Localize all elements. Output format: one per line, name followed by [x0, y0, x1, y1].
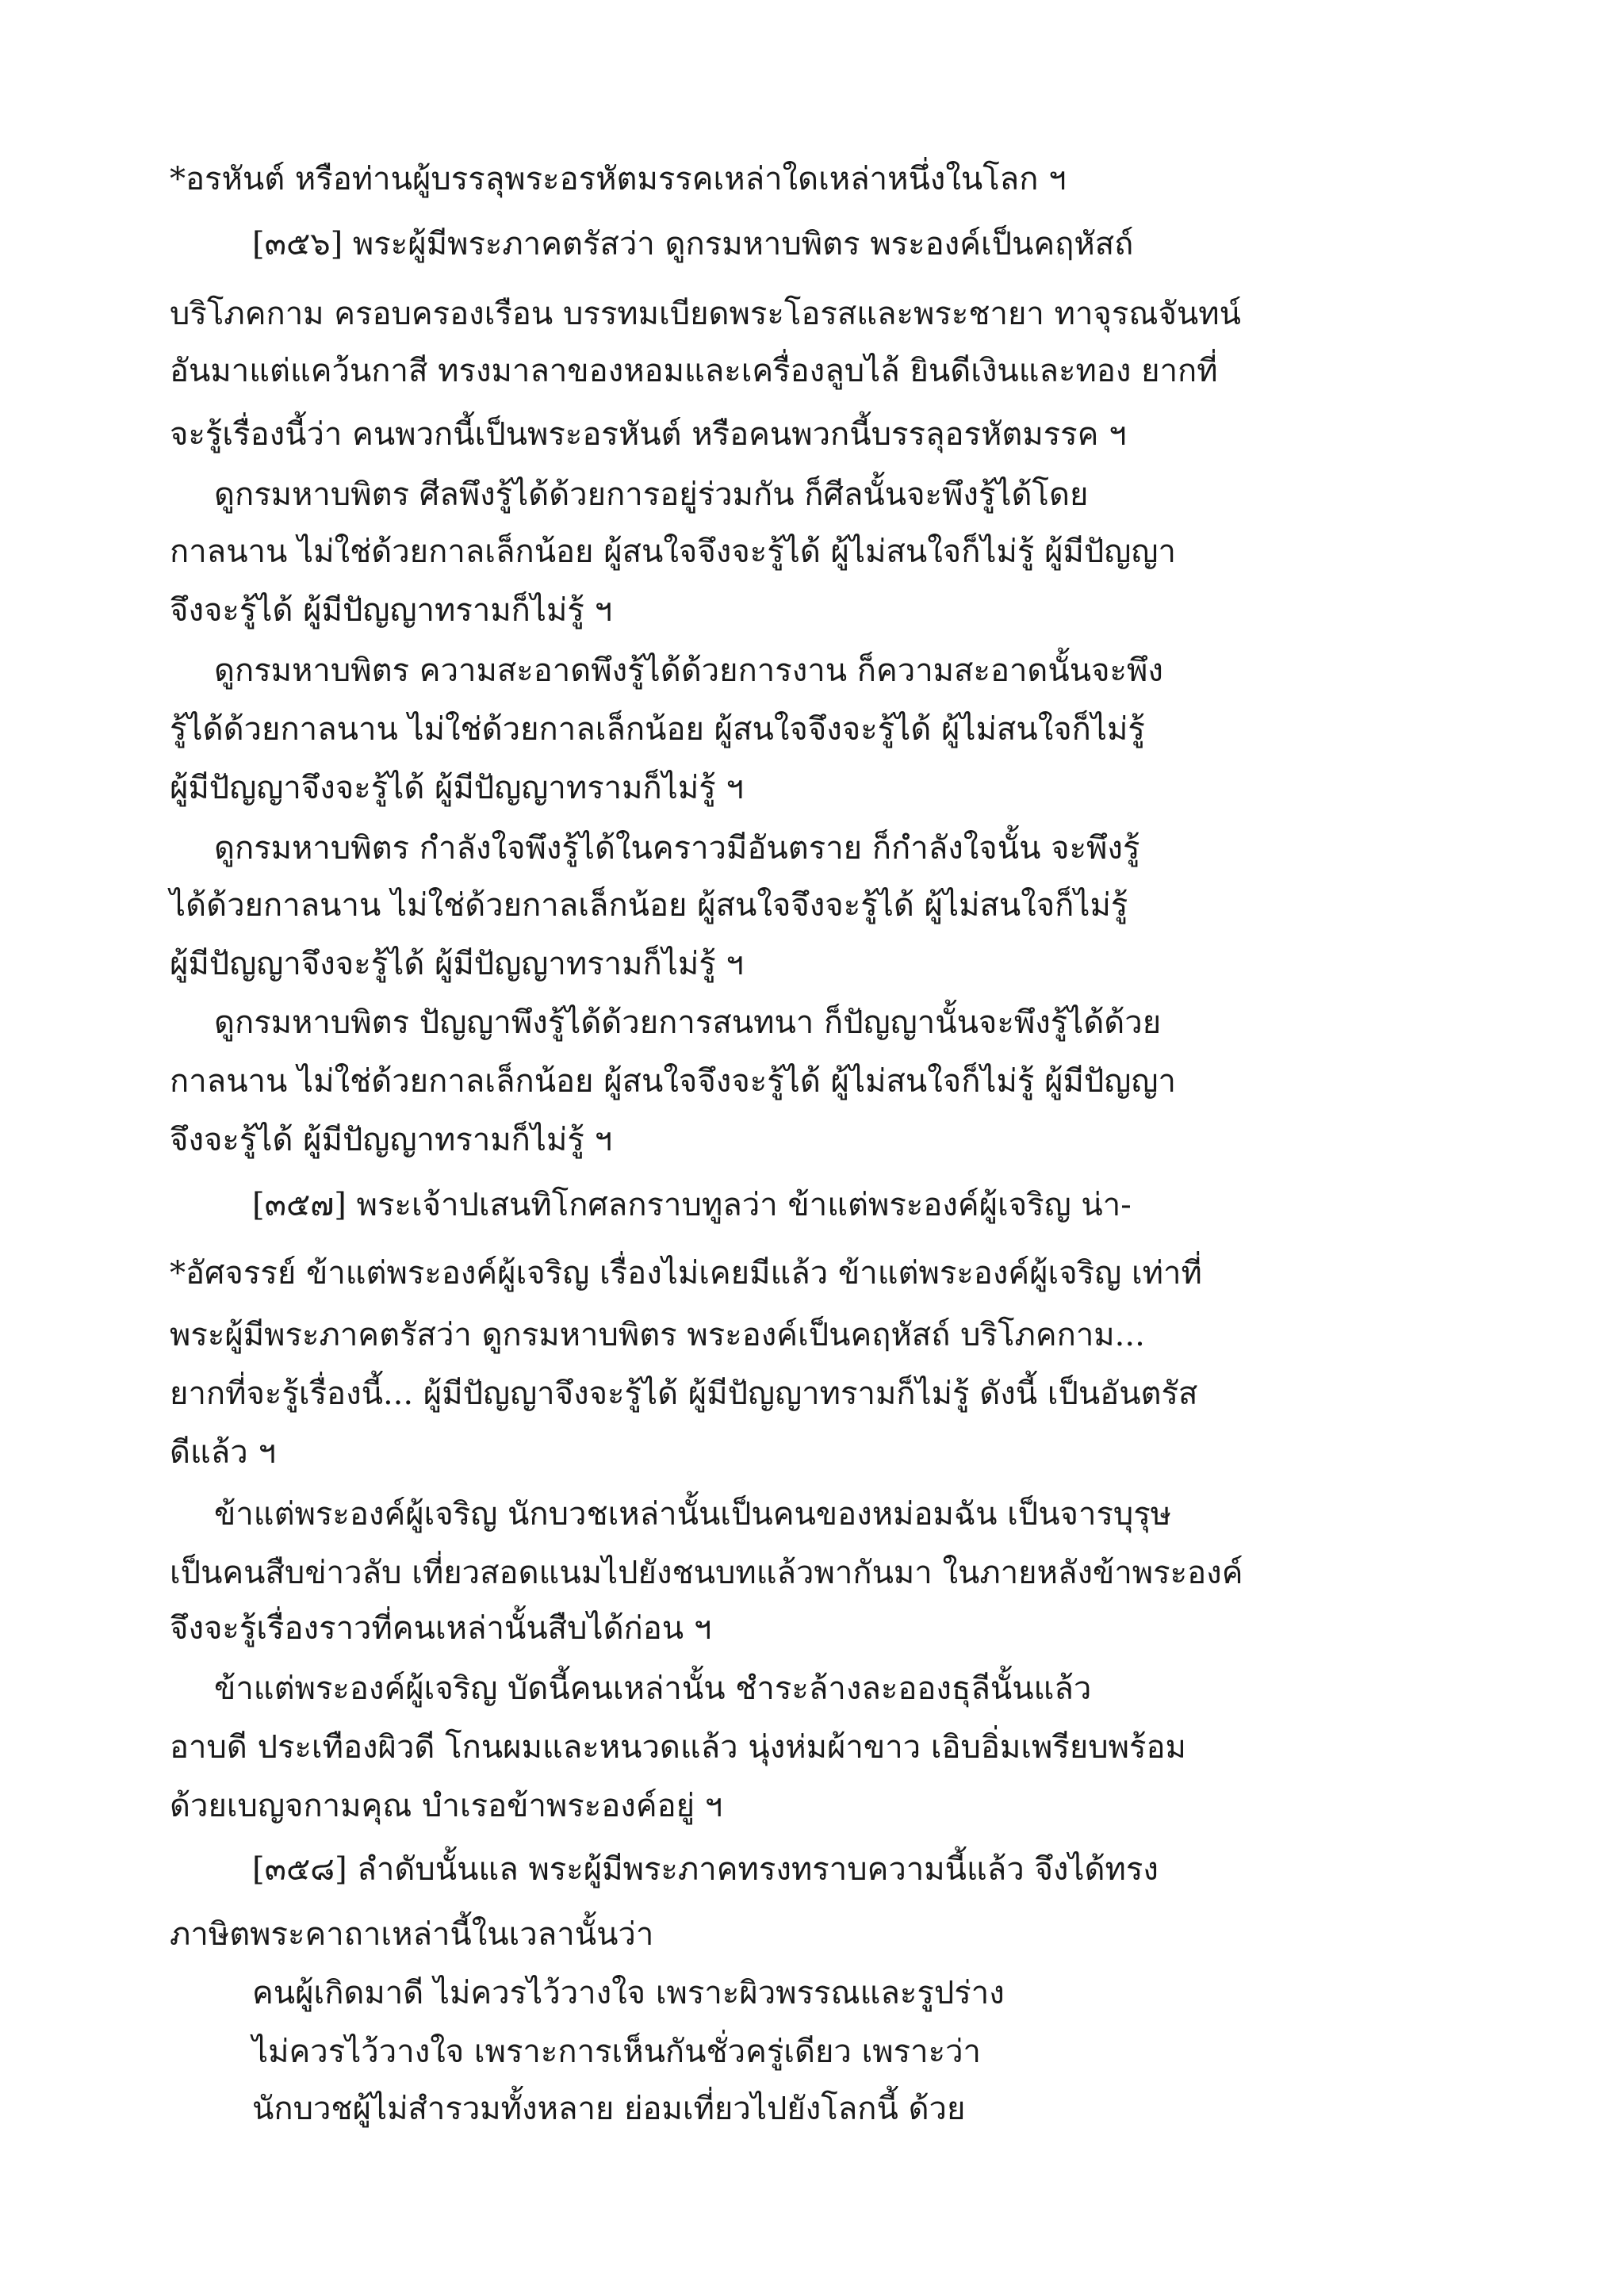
text-line: ดูกรมหาบพิตร กำลังใจพึงรู้ได้ในคราวมีอันตราย ก็กำลังใจนั้น จะพึงรู้ [214, 830, 1140, 867]
text-line: คนผู้เกิดมาดี ไม่ควรไว้วางใจ เพราะผิวพรรณและรูปร่าง [252, 1975, 1005, 2011]
text-line: อาบดี ประเทืองผิวดี โกนผมและหนวดแล้ว นุ่งห่มผ้าขาว เอิบอิ่มเพรียบพร้อม [170, 1729, 1186, 1766]
text-line: [๓๕๗] พระเจ้าปเสนทิโกศลกราบทูลว่า ข้าแต่พระองค์ผู้เจริญ น่า- [252, 1187, 1132, 1223]
text-line: [๓๕๖] พระผู้มีพระภาคตรัสว่า ดูกรมหาบพิตร พระองค์เป็นคฤหัสถ์ [252, 226, 1134, 262]
text-line: ข้าแต่พระองค์ผู้เจริญ บัดนี้คนเหล่านั้น ชำระล้างละอองธุลีนั้นแล้ว [214, 1670, 1092, 1707]
text-line: จึงจะรู้ได้ ผู้มีปัญญาทรามก็ไม่รู้ ฯ [170, 1122, 613, 1158]
text-line: จะรู้เรื่องนี้ว่า คนพวกนี้เป็นพระอรหันต์ หรือคนพวกนี้บรรลุอรหัตมรรค ฯ [170, 416, 1127, 453]
text-line: [๓๕๘] ลำดับนั้นแล พระผู้มีพระภาคทรงทราบความนี้แล้ว จึงได้ทรง [252, 1851, 1159, 1888]
text-line: นักบวชผู้ไม่สำรวมทั้งหลาย ย่อมเที่ยวไปยังโลกนี้ ด้วย [252, 2091, 966, 2127]
text-line: ข้าแต่พระองค์ผู้เจริญ นักบวชเหล่านั้นเป็นคนของหม่อมฉัน เป็นจารบุรุษ [214, 1496, 1172, 1533]
text-line: ยากที่จะรู้เรื่องนี้... ผู้มีปัญญาจึงจะรู้ได้ ผู้มีปัญญาทรามก็ไม่รู้ ดังนี้ เป็นอันตรัส [170, 1376, 1198, 1412]
text-line: ไม่ควรไว้วางใจ เพราะการเห็นกันชั่วครู่เดียว เพราะว่า [252, 2034, 981, 2070]
text-line: ผู้มีปัญญาจึงจะรู้ได้ ผู้มีปัญญาทรามก็ไม่รู้ ฯ [170, 770, 744, 806]
text-line: ภาษิตพระคาถาเหล่านี้ในเวลานั้นว่า [170, 1916, 654, 1953]
text-line: กาลนาน ไม่ใช่ด้วยกาลเล็กน้อย ผู้สนใจจึงจะรู้ได้ ผู้ไม่สนใจก็ไม่รู้ ผู้มีปัญญา [170, 1063, 1176, 1100]
text-line: ดีแล้ว ฯ [170, 1434, 276, 1471]
text-line: บริโภคกาม ครอบครองเรือน บรรทมเบียดพระโอรสและพระชายา ทาจุรณจันทน์ [170, 296, 1241, 332]
text-line: ผู้มีปัญญาจึงจะรู้ได้ ผู้มีปัญญาทรามก็ไม่รู้ ฯ [170, 946, 744, 982]
text-line: กาลนาน ไม่ใช่ด้วยกาลเล็กน้อย ผู้สนใจจึงจะรู้ได้ ผู้ไม่สนใจก็ไม่รู้ ผู้มีปัญญา [170, 534, 1176, 570]
text-line: ดูกรมหาบพิตร ความสะอาดพึงรู้ได้ด้วยการงาน ก็ความสะอาดนั้นจะพึง [214, 652, 1163, 689]
text-line: จึงจะรู้ได้ ผู้มีปัญญาทรามก็ไม่รู้ ฯ [170, 592, 613, 629]
text-line: จึงจะรู้เรื่องราวที่คนเหล่านั้นสืบได้ก่อน ฯ [170, 1610, 712, 1647]
text-line: ดูกรมหาบพิตร ปัญญาพึงรู้ได้ด้วยการสนทนา ก็ปัญญานั้นจะพึงรู้ได้ด้วย [214, 1004, 1162, 1041]
text-line: รู้ได้ด้วยกาลนาน ไม่ใช่ด้วยกาลเล็กน้อย ผู้สนใจจึงจะรู้ได้ ผู้ไม่สนใจก็ไม่รู้ [170, 711, 1145, 748]
text-line: พระผู้มีพระภาคตรัสว่า ดูกรมหาบพิตร พระองค์เป็นคฤหัสถ์ บริโภคกาม... [170, 1317, 1145, 1353]
text-line: ดูกรมหาบพิตร ศีลพึงรู้ได้ด้วยการอยู่ร่วมกัน ก็ศีลนั้นจะพึงรู้ได้โดย [214, 476, 1089, 513]
text-line: *อัศจรรย์ ข้าแต่พระองค์ผู้เจริญ เรื่องไม่เคยมีแล้ว ข้าแต่พระองค์ผู้เจริญ เท่าที่ [170, 1255, 1202, 1292]
text-line: *อรหันต์ หรือท่านผู้บรรลุพระอรหัตมรรคเหล่าใดเหล่าหนึ่งในโลก ฯ [170, 161, 1067, 197]
text-line: ได้ด้วยกาลนาน ไม่ใช่ด้วยกาลเล็กน้อย ผู้สนใจจึงจะรู้ได้ ผู้ไม่สนใจก็ไม่รู้ [170, 887, 1128, 924]
text-line: เป็นคนสืบข่าวลับ เที่ยวสอดแนมไปยังชนบทแล้วพากันมา ในภายหลังข้าพระองค์ [170, 1555, 1243, 1591]
text-line: ด้วยเบญจกามคุณ บำเรอข้าพระองค์อยู่ ฯ [170, 1788, 723, 1824]
text-line: อันมาแต่แคว้นกาสี ทรงมาลาของหอมและเครื่องลูบไล้ ยินดีเงินและทอง ยากที่ [170, 353, 1218, 389]
